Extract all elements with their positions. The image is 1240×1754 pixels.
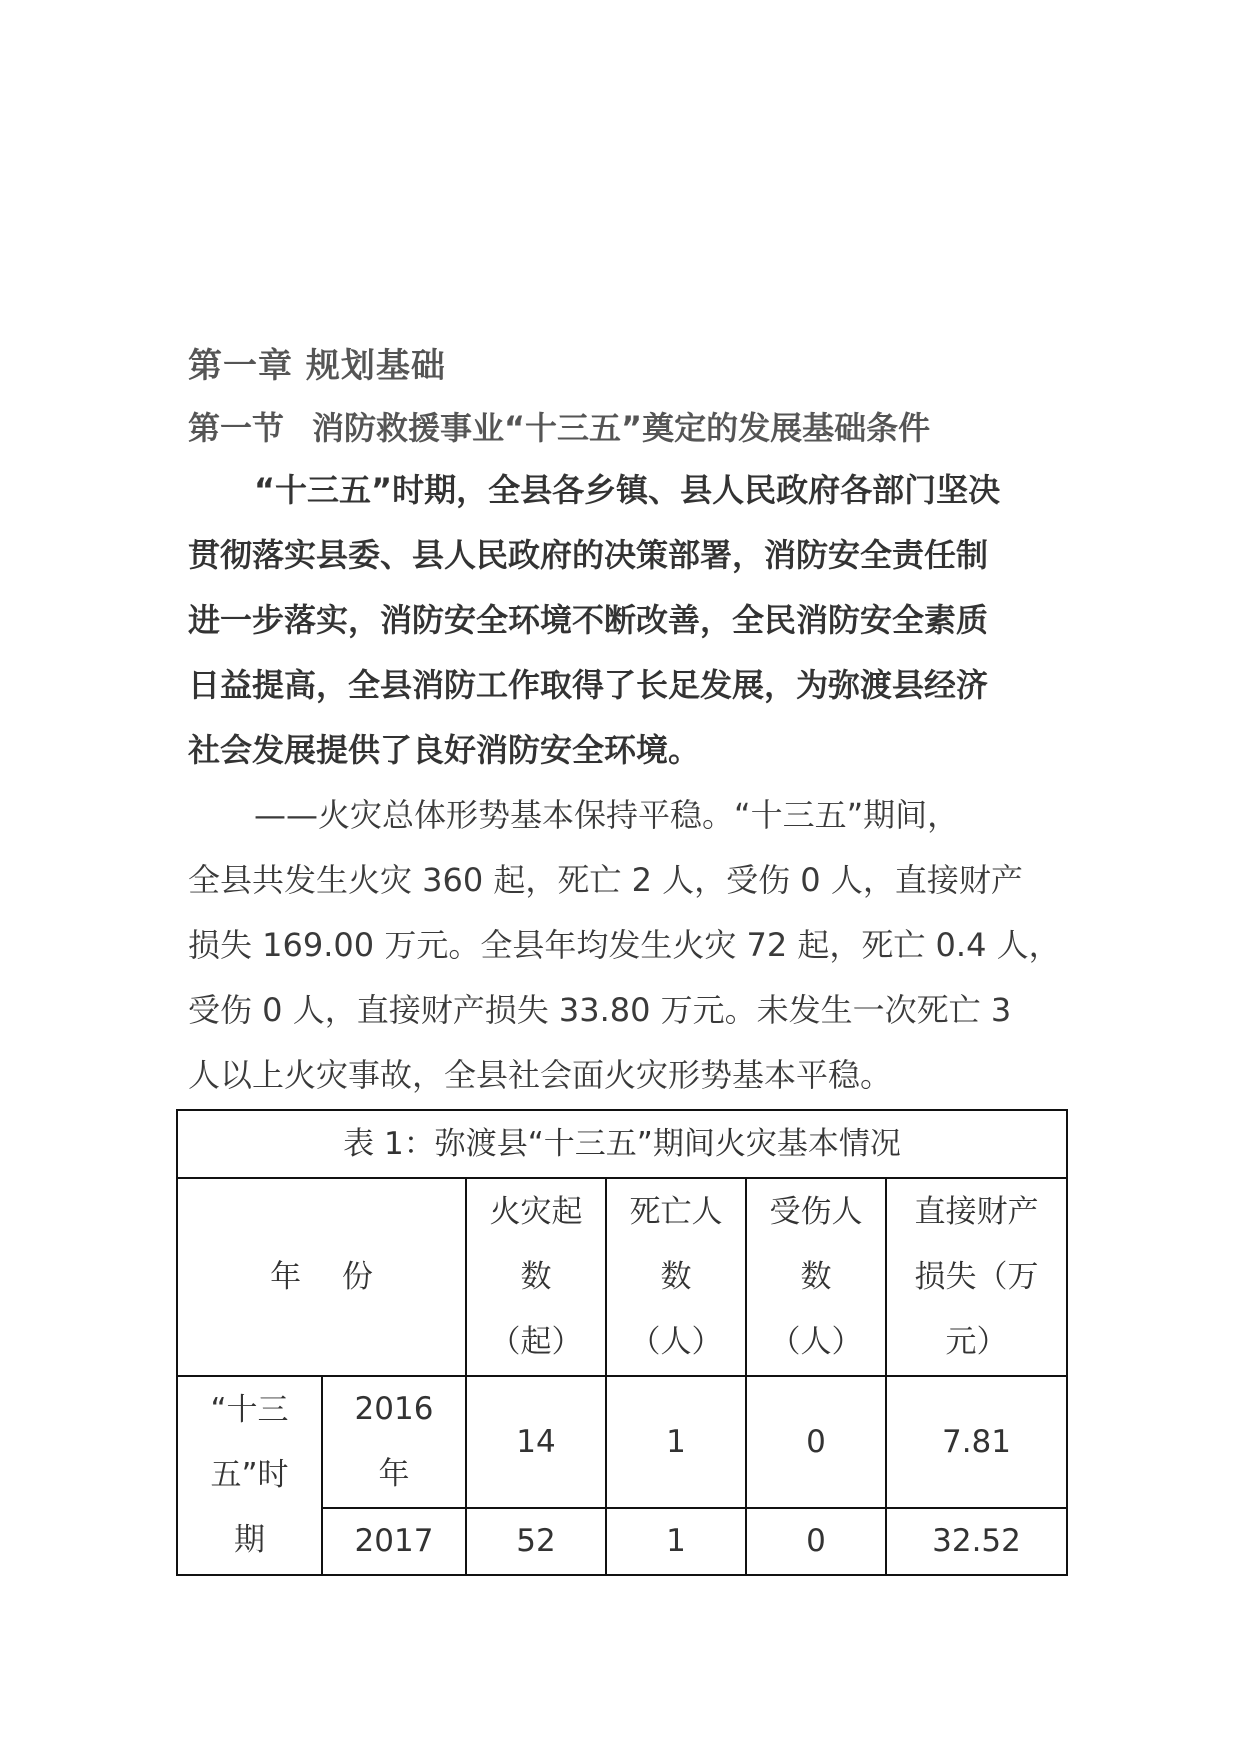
loss-cell: 32.52	[886, 1508, 1067, 1575]
header-deaths-line: 数	[660, 1258, 692, 1295]
paragraph-line: 全县共发生火灾 360 起，死亡 2 人，受伤 0 人，直接财产	[188, 861, 1023, 899]
header-deaths-line: （人）	[629, 1323, 723, 1360]
paragraph-line: ——火灾总体形势基本保持平稳。“十三五”期间，	[254, 796, 960, 834]
section-heading: 消防救援事业“十三五”奠定的发展基础条件	[312, 409, 931, 447]
paragraph-line: 日益提高，全县消防工作取得了长足发展，为弥渡县经济	[188, 666, 989, 704]
fires-cell: 14	[466, 1376, 606, 1508]
header-loss	[886, 1178, 1067, 1376]
injuries-cell: 0	[746, 1376, 886, 1508]
paragraph-line: 进一步落实，消防安全环境不断改善，全民消防安全素质	[188, 601, 989, 639]
injuries-cell: 0	[746, 1508, 886, 1575]
deaths-cell: 1	[606, 1376, 746, 1508]
section-number: 第一节	[188, 409, 285, 447]
header-injuries-line: 受伤人	[769, 1193, 863, 1230]
period-label-cell	[177, 1376, 322, 1575]
header-year: 年 份	[177, 1178, 466, 1376]
header-injuries-line: （人）	[769, 1323, 863, 1360]
chapter-title: 第一章 规划基础	[188, 346, 446, 386]
paragraph-line: 人以上火灾事故，全县社会面火灾形势基本平稳。	[188, 1056, 893, 1094]
table-row	[177, 1376, 1067, 1508]
paragraph-line: 损失 169.00 万元。全县年均发生火灾 72 起，死亡 0.4 人，	[188, 926, 1061, 964]
fires-cell: 52	[466, 1508, 606, 1575]
table-header-row	[177, 1178, 1067, 1376]
fire-statistics-table	[176, 1109, 1068, 1576]
year-line: 年	[378, 1456, 410, 1492]
header-loss-line: 直接财产	[914, 1193, 1039, 1230]
header-deaths-line: 死亡人	[629, 1193, 723, 1230]
loss-cell: 7.81	[886, 1376, 1067, 1508]
header-loss-line: 损失（万	[914, 1258, 1039, 1295]
header-fires-line: 火灾起	[489, 1193, 583, 1230]
header-fires-line: 数	[520, 1258, 552, 1295]
paragraph-line: “十三五”时期，全县各乡镇、县人民政府各部门坚决	[254, 471, 1001, 509]
paragraph-fire-situation	[188, 783, 1068, 1108]
period-label-line: 期	[234, 1522, 265, 1558]
table-caption: 表 1：弥渡县“十三五”期间火灾基本情况	[177, 1110, 1067, 1178]
header-fires-line: （起）	[489, 1323, 583, 1360]
year-line: 2016	[354, 1391, 434, 1427]
section-title	[188, 403, 930, 449]
header-injuries-line: 数	[800, 1258, 832, 1295]
header-loss-line: 元）	[945, 1323, 1008, 1360]
deaths-cell: 1	[606, 1508, 746, 1575]
year-cell: 2017	[322, 1508, 466, 1575]
period-label-line: 五”时	[210, 1457, 289, 1493]
header-fires	[466, 1178, 606, 1376]
header-injuries	[746, 1178, 886, 1376]
paragraph-line: 社会发展提供了良好消防安全环境。	[188, 731, 701, 769]
header-deaths	[606, 1178, 746, 1376]
paragraph-line: 贯彻落实县委、县人民政府的决策部署，消防安全责任制	[188, 536, 989, 574]
year-cell	[322, 1376, 466, 1508]
period-label-line: “十三	[210, 1392, 289, 1428]
paragraph-line: 受伤 0 人，直接财产损失 33.80 万元。未发生一次死亡 3	[188, 991, 1012, 1029]
paragraph-overview	[188, 458, 1068, 783]
